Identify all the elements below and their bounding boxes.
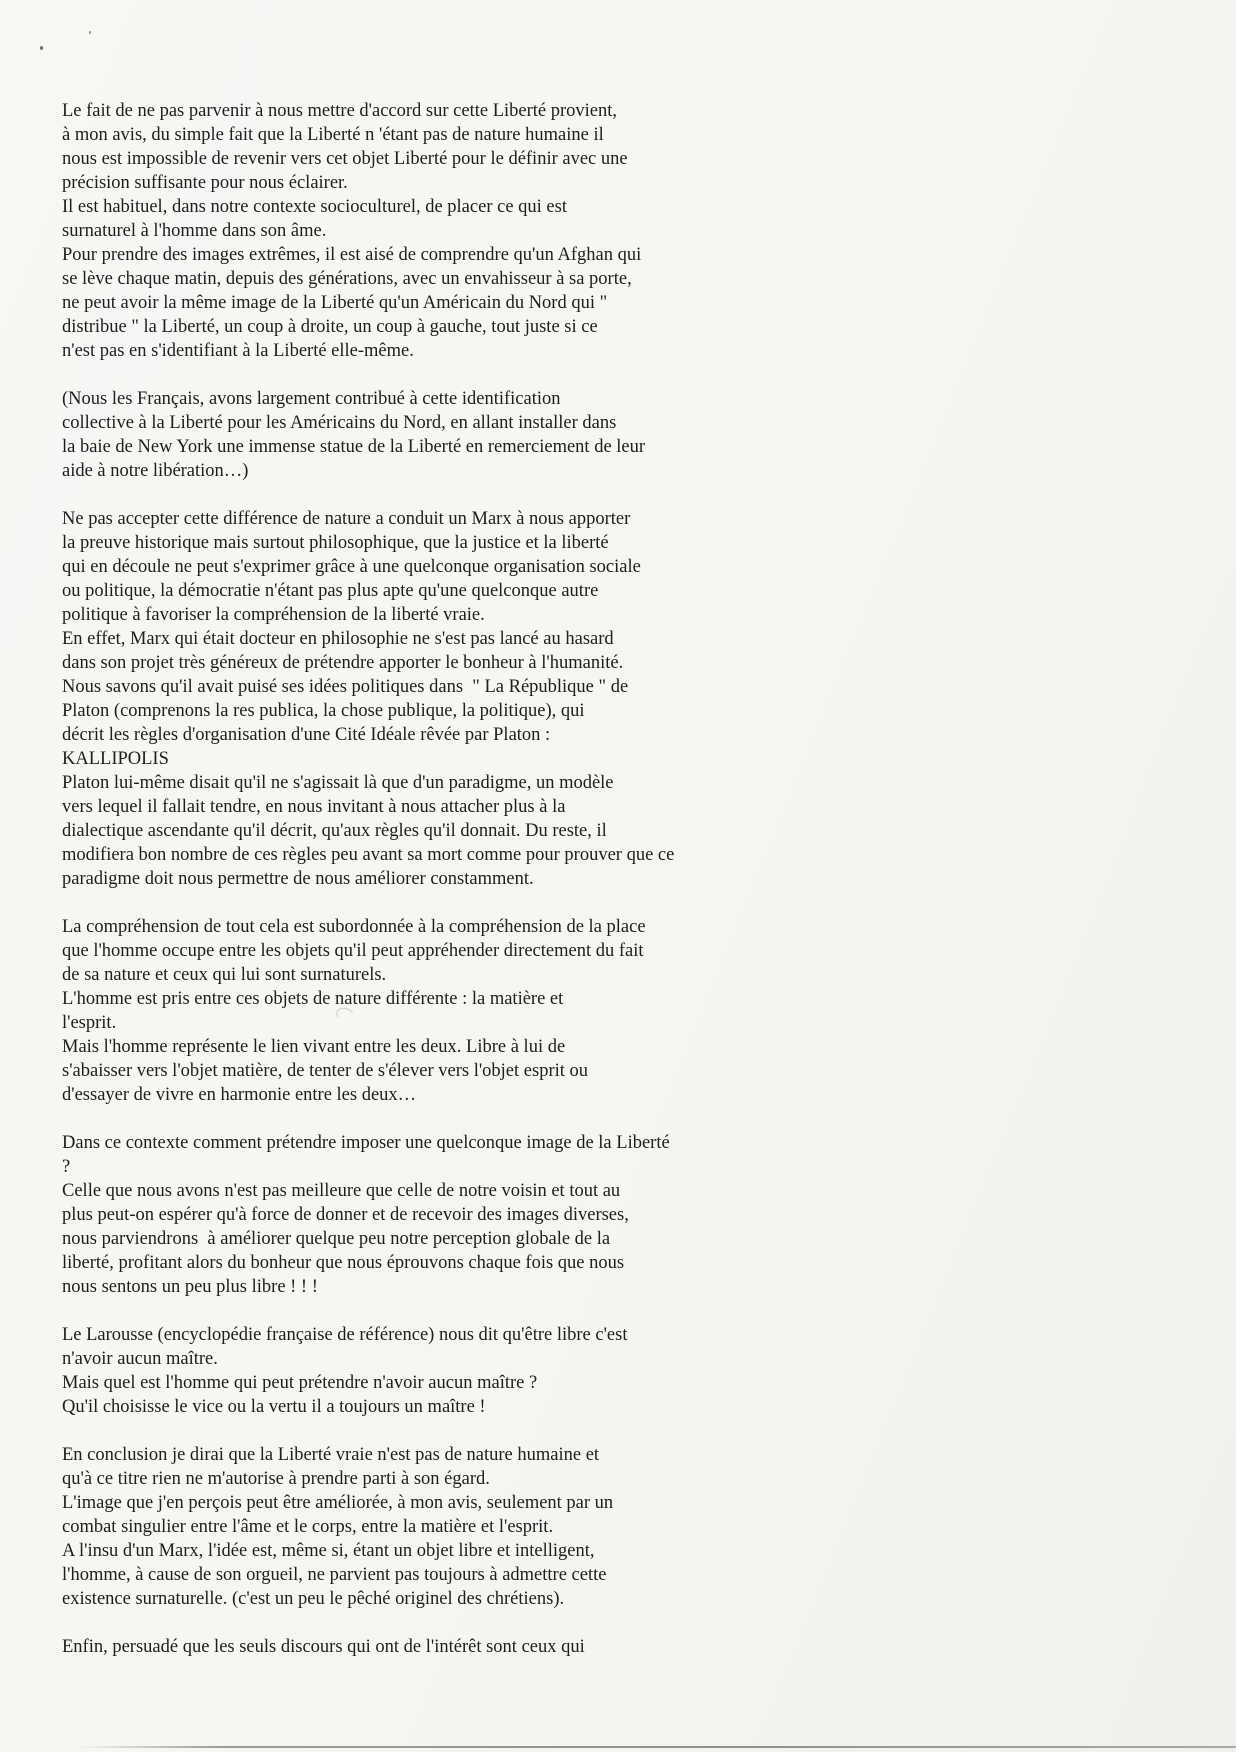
text-line: Nous savons qu'il avait puisé ses idées politiques dans " La République " de	[62, 677, 629, 697]
paragraph	[62, 1131, 674, 1299]
text-line: Il est habituel, dans notre contexte socioculturel, de placer ce qui est	[62, 197, 567, 217]
text-line: que l'homme occupe entre les objets qu'il peut appréhender directement du fait	[62, 941, 644, 961]
text-line: Ne pas accepter cette différence de nature a conduit un Marx à nous apporter	[62, 509, 631, 529]
text-line: Qu'il choisisse le vice ou la vertu il a toujours un maître !	[62, 1397, 486, 1417]
text-line: n'avoir aucun maître.	[62, 1349, 218, 1369]
text-line: ou politique, la démocratie n'étant pas plus apte qu'une quelconque autre	[62, 581, 599, 601]
document-text	[62, 99, 674, 1659]
text-line: L'homme est pris entre ces objets de nature différente : la matière et	[62, 989, 564, 1009]
text-line: Mais quel est l'homme qui peut prétendre n'avoir aucun maître ?	[62, 1373, 538, 1393]
scan-edge-line	[78, 1746, 1236, 1748]
text-line: Celle que nous avons n'est pas meilleure que celle de notre voisin et tout au	[62, 1181, 621, 1201]
paragraph	[62, 387, 674, 483]
text-line: politique à favoriser la compréhension de la liberté vraie.	[62, 605, 485, 625]
text-line: n'est pas en s'identifiant à la Liberté elle-même.	[62, 341, 414, 361]
text-line: ne peut avoir la même image de la Liberté qu'un Américain du Nord qui "	[62, 293, 608, 313]
text-line: distribue " la Liberté, un coup à droite, un coup à gauche, tout juste si ce	[62, 317, 598, 337]
text-line: Mais l'homme représente le lien vivant entre les deux. Libre à lui de	[62, 1037, 566, 1057]
text-line: dialectique ascendante qu'il décrit, qu'aux règles qu'il donnait. Du reste, il	[62, 821, 607, 841]
text-line: En conclusion je dirai que la Liberté vraie n'est pas de nature humaine et	[62, 1445, 600, 1465]
text-line: l'homme, à cause de son orgueil, ne parvient pas toujours à admettre cette	[62, 1565, 607, 1585]
text-line: collective à la Liberté pour les Américains du Nord, en allant installer dans	[62, 413, 617, 433]
text-line: En effet, Marx qui était docteur en philosophie ne s'est pas lancé au hasard	[62, 629, 614, 649]
paragraph	[62, 1323, 674, 1419]
text-line: Dans ce contexte comment prétendre imposer une quelconque image de la Liberté	[62, 1133, 670, 1153]
text-line: plus peut-on espérer qu'à force de donner et de recevoir des images diverses,	[62, 1205, 629, 1225]
text-line: Platon (comprenons la res publica, la chose publique, la politique), qui	[62, 701, 585, 721]
text-line: combat singulier entre l'âme et le corps, entre la matière et l'esprit.	[62, 1517, 554, 1537]
text-line: A l'insu d'un Marx, l'idée est, même si, étant un objet libre et intelligent,	[62, 1541, 595, 1561]
text-line: l'esprit.	[62, 1013, 117, 1033]
paragraph	[62, 1443, 674, 1611]
text-line: qu'à ce titre rien ne m'autorise à prendre parti à son égard.	[62, 1469, 490, 1489]
text-line: paradigme doit nous permettre de nous améliorer constamment.	[62, 869, 534, 889]
text-line: Enfin, persuadé que les seuls discours qui ont de l'intérêt sont ceux qui	[62, 1637, 585, 1657]
text-line: à mon avis, du simple fait que la Liberté n 'étant pas de nature humaine il	[62, 125, 604, 145]
text-line: décrit les règles d'organisation d'une Cité Idéale rêvée par Platon :	[62, 725, 551, 745]
text-line: nous parviendrons à améliorer quelque peu notre perception globale de la	[62, 1229, 611, 1249]
text-line: liberté, profitant alors du bonheur que nous éprouvons chaque fois que nous	[62, 1253, 625, 1273]
text-line: la preuve historique mais surtout philosophique, que la justice et la liberté	[62, 533, 609, 553]
dust-speck	[40, 46, 43, 50]
text-line: nous sentons un peu plus libre ! ! !	[62, 1277, 318, 1297]
paragraph	[62, 1635, 674, 1659]
text-line: Pour prendre des images extrêmes, il est aisé de comprendre qu'un Afghan qui	[62, 245, 642, 265]
text-line: KALLIPOLIS	[62, 749, 169, 769]
text-line: qui en découle ne peut s'exprimer grâce à une quelconque organisation sociale	[62, 557, 641, 577]
paragraph	[62, 99, 674, 363]
text-line: Platon lui-même disait qu'il ne s'agissait là que d'un paradigme, un modèle	[62, 773, 614, 793]
text-line: Le Larousse (encyclopédie française de référence) nous dit qu'être libre c'est	[62, 1325, 628, 1345]
text-line: Le fait de ne pas parvenir à nous mettre d'accord sur cette Liberté provient,	[62, 101, 618, 121]
text-line: d'essayer de vivre en harmonie entre les deux…	[62, 1085, 417, 1105]
text-line: nous est impossible de revenir vers cet objet Liberté pour le définir avec une	[62, 149, 628, 169]
text-line: aide à notre libération…)	[62, 461, 249, 481]
text-line: modifiera bon nombre de ces règles peu avant sa mort comme pour prouver que ce	[62, 845, 675, 865]
text-line: la baie de New York une immense statue de la Liberté en remerciement de leur	[62, 437, 646, 457]
text-line: dans son projet très généreux de prétendre apporter le bonheur à l'humanité.	[62, 653, 624, 673]
text-line: existence surnaturelle. (c'est un peu le pêché originel des chrétiens).	[62, 1589, 565, 1609]
text-line: L'image que j'en perçois peut être améliorée, à mon avis, seulement par un	[62, 1493, 614, 1513]
dust-speck	[89, 31, 91, 34]
text-line: (Nous les Français, avons largement contribué à cette identification	[62, 389, 561, 409]
paragraph	[62, 915, 674, 1107]
text-line: de sa nature et ceux qui lui sont surnaturels.	[62, 965, 387, 985]
text-line: précision suffisante pour nous éclairer.	[62, 173, 348, 193]
text-line: La compréhension de tout cela est subordonnée à la compréhension de la place	[62, 917, 646, 937]
text-line: s'abaisser vers l'objet matière, de tenter de s'élever vers l'objet esprit ou	[62, 1061, 589, 1081]
text-line: surnaturel à l'homme dans son âme.	[62, 221, 327, 241]
text-line: vers lequel il fallait tendre, en nous invitant à nous attacher plus à la	[62, 797, 566, 817]
text-line: se lève chaque matin, depuis des générations, avec un envahisseur à sa porte,	[62, 269, 632, 289]
text-line: ?	[62, 1157, 71, 1177]
paragraph	[62, 507, 674, 891]
